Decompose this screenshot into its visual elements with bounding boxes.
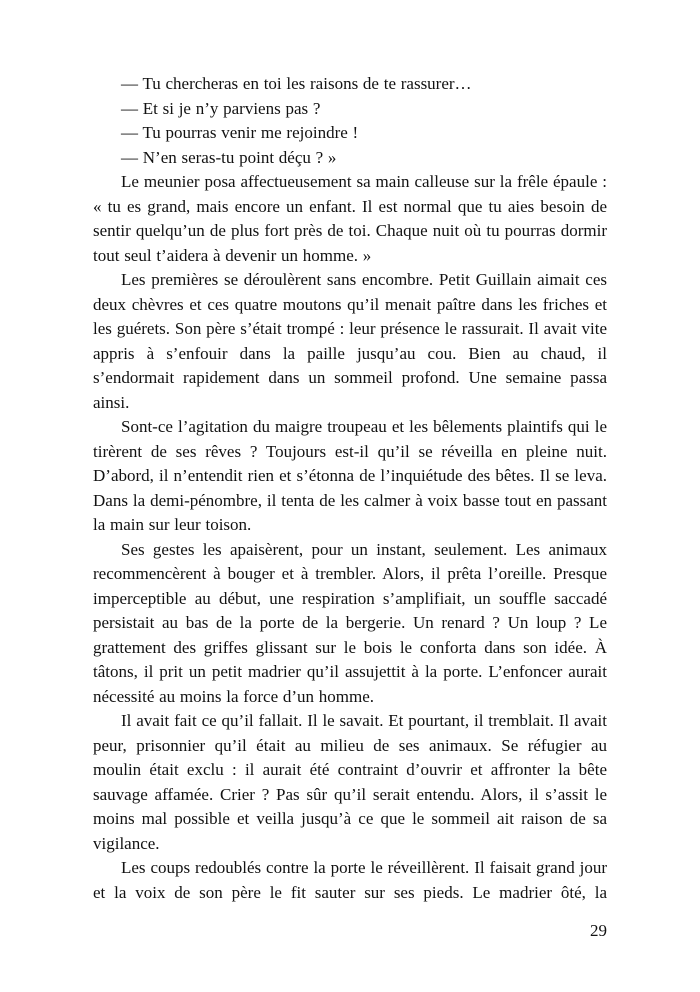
text-block [93, 72, 607, 905]
dialogue-line: — Et si je n’y parviens pas ? [121, 98, 321, 118]
paragraph: Le meunier posa affectueusement sa main calleuse sur la frêle épaule : « tu es grand, mais encore un enfant. Il est normal que tu aies besoin de sentir quelqu’un de plus fort près de toi. Chaque nuit où tu pourras dormir tout seul t’aidera à devenir un homme. » [93, 172, 607, 265]
paragraph: Sont-ce l’agitation du maigre troupeau et les bêlements plaintifs qui le tirèrent de ses rêves ? Toujours est-il qu’il se réveilla en pleine nuit. D’abord, il n’entendit rien et s’étonna de l’inquiétude des bêtes. Il se leva. Dans la demi-pénombre, il tenta de les calmer à voix basse tout en passant la main sur leur toison. [93, 417, 607, 534]
dialogue-line: — Tu chercheras en toi les raisons de te rassurer… [121, 74, 472, 93]
paragraph: Ses gestes les apaisèrent, pour un instant, seulement. Les animaux recommencèrent à bouger et à trembler. Alors, il prêta l’oreille. Presque imperceptible au début, une respiration s’amplifiait, un souffle saccadé persistait au bas de la porte de la bergerie. Un renard ? Un loup ? Le grattement des griffes glissant sur le bois le conforta dans son idée. À tâtons, il prit un petit madrier qu’il assujettit à la porte. L’enfoncer aurait nécessité au moins la force d’un homme. [93, 539, 607, 706]
paragraph: Les coups redoublés contre la porte le réveillèrent. Il faisait grand jour et la voix de son père le fit sauter sur ses pieds. Le madrier ôté, la [93, 858, 607, 902]
paragraph: Les premières se déroulèrent sans encombre. Petit Guillain aimait ces deux chèvres et ces quatre moutons qu’il menait paître dans les friches et les guérets. Son père s’était trompé : leur présence le rassurait. Il avait vite appris à s’enfouir dans la paille jusqu’au cou. Bien au chaud, il s’endormait rapidement dans un sommeil profond. Une semaine passa ainsi. [93, 270, 607, 412]
dialogue-line: — Tu pourras venir me rejoindre ! [121, 123, 359, 142]
paragraph: Il avait fait ce qu’il fallait. Il le savait. Et pourtant, il tremblait. Il avait peur, prisonnier qu’il était au milieu de ses animaux. Se réfugier au moulin était exclu : il aurait été contraint d’ouvrir et affronter la bête sauvage affamée. Crier ? Pas sûr qu’il serait entendu. Alors, il s’assit le moins mal possible et veilla jusqu’à ce que le sommeil ait raison de sa vigilance. [93, 711, 607, 853]
dialogue-line: — N’en seras-tu point déçu ? » [121, 147, 337, 167]
page-number: 29 [590, 921, 607, 940]
